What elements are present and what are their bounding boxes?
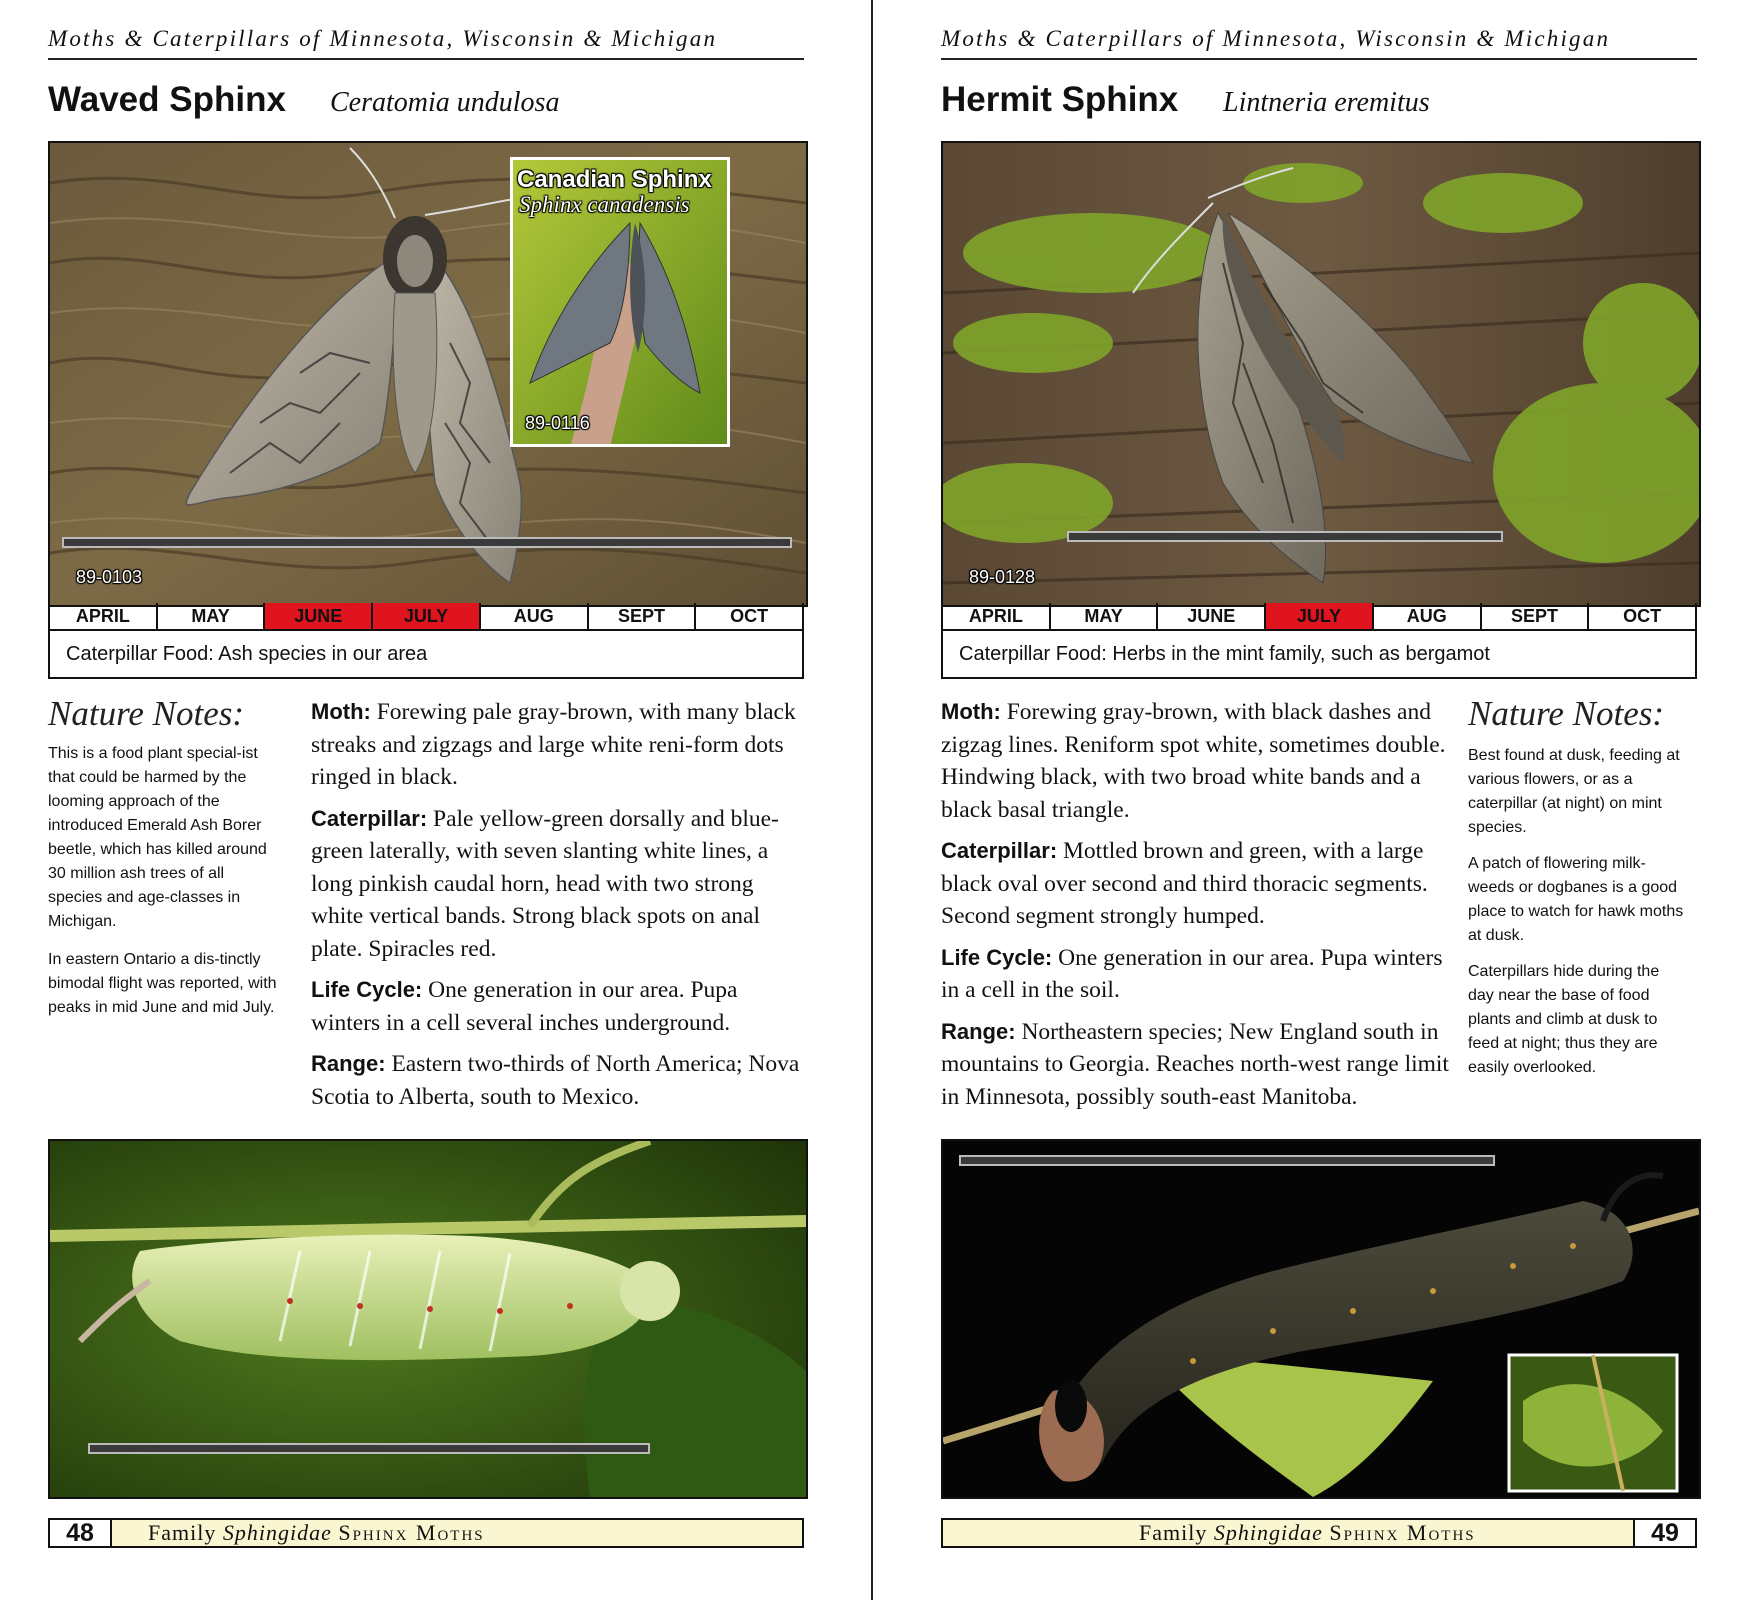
footer-band [110,1518,804,1548]
range-label: Range: [941,1018,1016,1044]
month-cell: JULY [373,603,481,629]
inset-photo [510,157,730,447]
moth-label: Moth: [311,699,371,724]
running-head: Moths & Caterpillars of Minnesota, Wisconsin & Michigan [941,26,1611,51]
month-cell: OCT [730,606,769,626]
month-cell: JULY [1266,603,1374,629]
moth-photo [941,141,1701,607]
species-scientific-name: Lintneria eremitus [1223,87,1430,118]
caterpillar-food: Caterpillar Food: Ash species in our area [48,631,804,679]
caterpillar-food: Caterpillar Food: Herbs in the mint family, such as bergamot [941,631,1697,679]
nature-notes-title: Nature Notes: [1468,694,1665,733]
species-description [311,696,807,1122]
nature-note: In eastern Ontario a dis-tinctly bimodal flight was reported, with peaks in mid June and mid July. [48,951,277,1016]
range-text: Northeastern species; New England south in mountains to Georgia. Reaches north-west range limit in Minnesota, possibly south-east Manitoba. [941,1018,1449,1110]
scale-bar [88,1443,650,1454]
range-paragraph [311,1048,807,1113]
lifecycle-label: Life Cycle: [311,977,423,1002]
moth-text: Forewing gray-brown, with black dashes and zigzag lines. Reniform spot white, sometimes double. Hindwing black, with two broad white bands and a black basal triangle. [941,699,1446,823]
moth-photo [48,141,808,607]
inset-scientific-name: Sphinx canadensis [519,192,690,217]
caterpillar-paragraph [941,835,1461,933]
footer-band [941,1518,1635,1548]
moth-text: Forewing pale gray-brown, with many black streaks and zigzags and large white reni-form dots ringed in black. [311,699,796,790]
month-cell: JUNE [265,603,373,629]
caterpillar-label: Caterpillar: [311,805,428,831]
inset-common-name: Canadian Sphinx [517,166,712,193]
month-cell: MAY [158,603,266,629]
nature-note: This is a food plant special-ist that could be harmed by the looming approach of the introduced Emerald Ash Borer beetle, which has killed around 30 million ash trees of all species and age-classes in Michigan. [48,745,267,930]
range-label: Range: [311,1051,386,1076]
moth-label: Moth: [941,699,1001,724]
nature-notes-title: Nature Notes: [48,694,245,733]
species-common-name: Hermit Sphinx [941,80,1179,119]
family-name: Sphingidae [1213,1520,1323,1545]
head-rule [941,58,1697,60]
right-page [873,0,1745,1600]
lifecycle-paragraph [941,942,1461,1007]
month-cell: AUG [1374,603,1482,629]
family-word: Family [1139,1520,1208,1545]
lifecycle-label: Life Cycle: [941,944,1053,970]
moth-paragraph [311,696,807,794]
page-number: 48 [48,1518,112,1548]
month-cell: SEPT [589,603,697,629]
month-cell: SEPT [1482,603,1590,629]
nature-note: Caterpillars hide during the day near the base of food plants and climb at dusk to feed at night; thus they are easily overlooked. [1468,963,1660,1076]
head-rule [48,58,804,60]
species-common-name: Waved Sphinx [48,80,286,119]
page-number: 49 [1633,1518,1697,1548]
photo-id: 89-0103 [76,567,143,587]
caterpillar-text: Pale yellow-green dorsally and blue-green laterally, with seven slanting white lines, a long pinkish caudal horn, head with two strong white vertical bands. Strong black spots on anal plate. Spiracles red. [311,805,779,962]
flight-months [48,603,804,631]
lifecycle-text: One generation in our area. Pupa winters in a cell in the soil. [941,944,1443,1003]
month-cell: OCT [1623,606,1662,626]
caterpillar-label: Caterpillar: [941,838,1058,863]
month-cell: AUG [481,603,589,629]
scale-bar [959,1155,1495,1166]
month-cell: MAY [1051,603,1159,629]
caterpillar-photo [941,1139,1701,1499]
species-scientific-name: Ceratomia undulosa [330,87,560,118]
nature-note: Best found at dusk, feeding at various flowers, or as a caterpillar (at night) on mint species. [1468,747,1680,836]
family-label [1139,1520,1476,1546]
lifecycle-text: One generation in our area. Pupa winters in a cell several inches underground. [311,977,738,1036]
month-cell: APRIL [943,603,1051,629]
scale-bar [1067,531,1503,542]
month-cell: JUNE [1158,603,1266,629]
running-head: Moths & Caterpillars of Minnesota, Wisconsin & Michigan [48,26,718,51]
month-cell: APRIL [50,603,158,629]
inset-photo-id: 89-0116 [525,413,590,433]
range-paragraph [941,1016,1461,1114]
photo-id: 89-0128 [969,567,1036,587]
caterpillar-photo [48,1139,808,1499]
family-group: Sphinx Moths [1329,1520,1476,1545]
scale-bar [62,537,792,548]
caterpillar-paragraph [311,803,807,966]
family-word: Family [148,1520,217,1545]
moth-paragraph [941,696,1461,826]
left-page [0,0,872,1600]
species-description [941,696,1461,1122]
flight-months [941,603,1697,631]
lifecycle-paragraph [311,974,807,1039]
caterpillar-text: Mottled brown and green, with a large black oval over second and third thoracic segments. Second segment strongly humped. [941,838,1428,929]
family-name: Sphingidae [222,1520,332,1545]
family-group: Sphinx Moths [338,1520,485,1545]
range-text: Eastern two-thirds of North America; Nova Scotia to Alberta, south to Mexico. [311,1051,800,1110]
family-label [148,1520,485,1546]
nature-note: A patch of flowering milk-weeds or dogbanes is a good place to watch for hawk moths at dusk. [1468,855,1684,944]
